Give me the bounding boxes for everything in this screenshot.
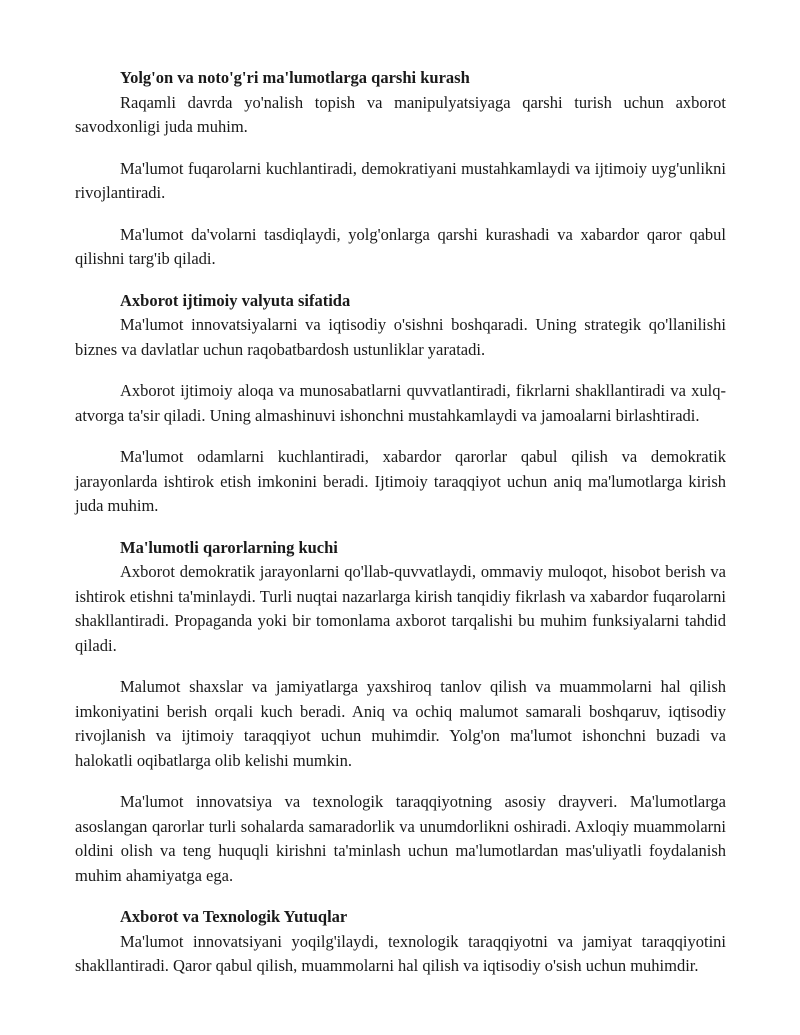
document-page	[75, 66, 726, 979]
paragraph: Ma'lumot innovatsiyalarni va iqtisodiy o'sishni boshqaradi. Uning strategik qo'llanilishi biznes va davlatlar uchun raqobatbardosh ustunliklar yaratadi.	[75, 315, 726, 359]
paragraph: Ma'lumot fuqarolarni kuchlantiradi, demokratiyani mustahkamlaydi va ijtimoiy uyg'unlikni rivojlantiradi.	[75, 158, 726, 202]
section-informed-decisions	[75, 536, 726, 889]
section-heading: Yolg'on va noto'g'ri ma'lumotlarga qarshi kurash	[120, 68, 470, 87]
section-tech-advances	[75, 905, 726, 979]
paragraph: Raqamli davrda yo'nalish topish va manipulyatsiyaga qarshi turish uchun axborot savodxonligi juda muhim.	[75, 92, 726, 136]
section-heading: Axborot va Texnologik Yutuqlar	[120, 907, 348, 926]
section-misinformation	[75, 66, 726, 272]
paragraph: Ma'lumot da'volarni tasdiqlaydi, yolg'onlarga qarshi kurashadi va xabardor qaror qabul qilishni targ'ib qiladi.	[75, 224, 726, 268]
paragraph: Ma'lumot innovatsiyani yoqilg'ilaydi, texnologik taraqqiyotni va jamiyat taraqqiyotini shakllantiradi. Qaror qabul qilish, muammolarni hal qilish va iqtisodiy o'sish uchun muhimdir.	[75, 931, 726, 975]
section-social-currency	[75, 289, 726, 519]
paragraph: Axborot demokratik jarayonlarni qo'llab-quvvatlaydi, ommaviy muloqot, hisobot berish va ishtirok etishni ta'minlaydi. Turli nuqtai nazarlarga kirish tanqidiy fikrlash va xabardor fuqarolarni shakllantiradi. Propaganda yoki bir tomonlama axborot tarqalishi bu muhim funksiyalarni tahdid qiladi.	[75, 562, 726, 655]
section-heading: Axborot ijtimoiy valyuta sifatida	[120, 290, 351, 310]
paragraph: Malumot shaxslar va jamiyatlarga yaxshiroq tanlov qilish va muammolarni hal qilish imkoniyatini berish orqali kuch beradi. Aniq va ochiq malumot samarali boshqaruv, iqtisodiy rivojlanish va ijtimoiy taraqqiyot uchun muhimdir. Yolg'on ma'lumot ishonchni buzadi va halokatli oqibatlarga olib kelishi mumkin.	[75, 677, 726, 770]
paragraph: Ma'lumot innovatsiya va texnologik taraqqiyotning asosiy drayveri. Ma'lumotlarga asoslangan qarorlar turli sohalarda samaradorlik va unumdorlikni oshiradi. Axloqiy muammolarni oldini olish va teng huquqli kirishni ta'minlash uchun ma'lumotlardan mas'uliyatli foydalanish muhim ahamiyatga ega.	[75, 792, 726, 885]
section-heading: Ma'lumotli qarorlarning kuchi	[120, 537, 338, 557]
paragraph: Ma'lumot odamlarni kuchlantiradi, xabardor qarorlar qabul qilish va demokratik jarayonlarda ishtirok etish imkonini beradi. Ijtimoiy taraqqiyot uchun aniq ma'lumotlarga kirish juda muhim.	[75, 447, 726, 515]
paragraph: Axborot ijtimoiy aloqa va munosabatlarni quvvatlantiradi, fikrlarni shakllantiradi va xulq-atvorga ta'sir qiladi. Uning almashinuvi ishonchni mustahkamlaydi va jamoalarni birlashtiradi.	[75, 381, 726, 425]
